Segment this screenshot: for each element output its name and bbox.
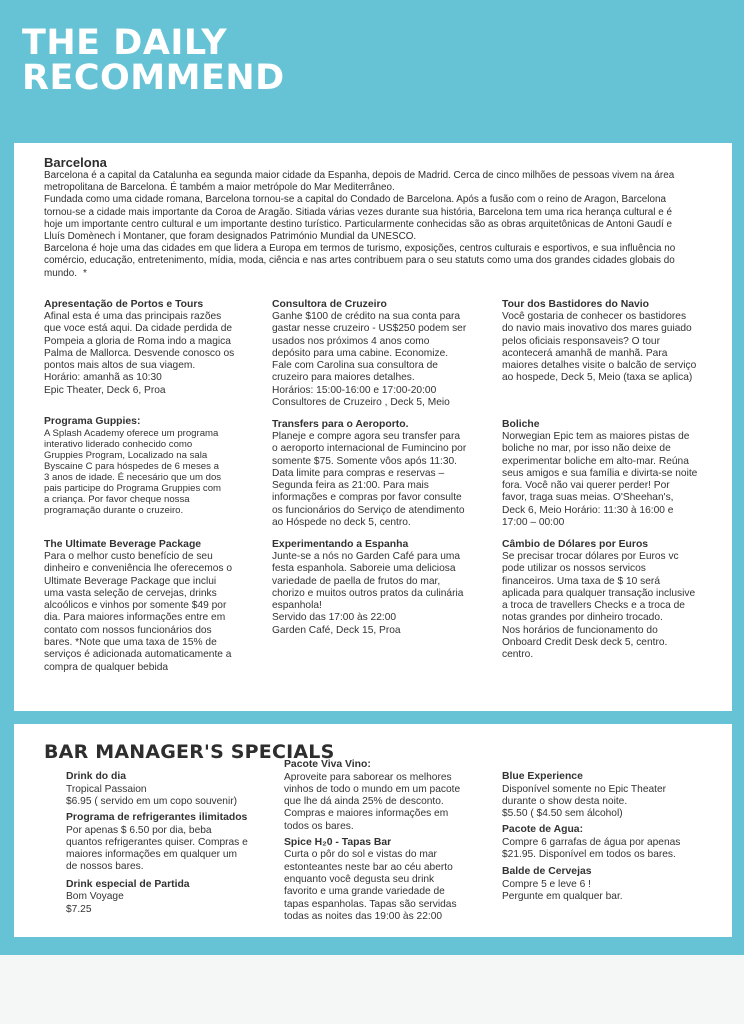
text-line: Pompeia a gloria de Roma indo a magica bbox=[44, 335, 231, 347]
bar-item-title: Programa de refrigerantes ilimitados bbox=[66, 812, 248, 824]
bar-item-title: Spice H₂0 - Tapas Bar bbox=[284, 836, 392, 848]
text-line: Planeje e compre agora seu transfer para bbox=[272, 431, 461, 442]
text-line: compra de qualquer bebida bbox=[44, 661, 169, 673]
text-line: que lhe dá ainda 25% de desconto. bbox=[284, 796, 444, 808]
bar-item-agua bbox=[502, 824, 716, 861]
bar-item-body bbox=[66, 784, 272, 809]
section-body bbox=[272, 311, 490, 409]
bar-item-blue-experience bbox=[502, 771, 716, 820]
text-line: Gruppies Program, Localizado na sala bbox=[44, 450, 208, 461]
text-line: Epic Theater, Deck 6, Proa bbox=[44, 384, 166, 396]
bar-item-title: Pacote Viva Vino: bbox=[284, 759, 371, 770]
text-line: dinheiro e conveniência lhe oferecemos o bbox=[44, 563, 233, 575]
section-title: Tour dos Bastidores do Navio bbox=[502, 299, 650, 310]
text-line: Garden Café, Deck 15, Proa bbox=[272, 624, 401, 636]
bar-item-title: Balde de Cervejas bbox=[502, 866, 592, 878]
text-line: durante o show desta noite. bbox=[502, 795, 628, 807]
text-line: acontecerá amanhã de manhã. Para bbox=[502, 347, 668, 359]
text-line: contato com nossos funcionários dos bbox=[44, 624, 212, 636]
text-line: Compre 5 e leve 6 ! bbox=[502, 878, 591, 890]
section-title: Consultora de Cruzeiro bbox=[272, 299, 387, 310]
text-line: tapas espanholas. Tapas são servidas bbox=[284, 898, 457, 910]
text-line: cruzeiro para maiores detalhes. bbox=[272, 372, 415, 384]
text-line: ao Hóspede no deck 5, centro. bbox=[272, 517, 411, 529]
text-line: quantos refrigerantes quiser. Compras e bbox=[66, 836, 248, 848]
text-line: boliche no mar, por isso não deixe de bbox=[502, 443, 671, 455]
text-line: Horários: 15:00-16:00 e 17:00-20:00 bbox=[272, 384, 437, 396]
text-line: Consultores de Cruzeiro , Deck 5, Meio bbox=[272, 397, 450, 409]
text-line: pelos oficiais responsaveis? O tour bbox=[502, 335, 660, 347]
text-line: Compras e maiores informações em bbox=[284, 808, 449, 820]
text-line: $6.95 ( servido em um copo souvenir) bbox=[66, 795, 238, 807]
text-line: Por apenas $ 6.50 por dia, beba bbox=[66, 824, 212, 836]
text-line: A Splash Academy oferece um programa bbox=[44, 428, 219, 439]
text-line: $7.25 bbox=[66, 903, 92, 915]
text-line: 3 anos de idade. É necesário que um dos bbox=[44, 472, 222, 483]
section-body bbox=[272, 431, 490, 529]
text-line: ao hospede, Deck 5, Meio (taxa se aplica) bbox=[502, 372, 693, 384]
text-line: informações e compras por favor consulte bbox=[272, 492, 462, 504]
text-line: Palma de Mallorca. Desvende conosco os bbox=[44, 347, 235, 359]
text-line: que voce está aqui. Da cidade perdida de bbox=[44, 323, 233, 335]
section-body bbox=[502, 311, 720, 385]
text-line: enquanto você degusta seu drink bbox=[284, 874, 435, 886]
section-beverage-package bbox=[44, 538, 262, 674]
text-line: Servido das 17:00 às 22:00 bbox=[272, 612, 397, 624]
bar-item-body bbox=[66, 825, 272, 874]
text-line: fora. Você não vai querer perder! Por bbox=[502, 480, 670, 492]
city-paragraph-3-text: Barcelona é hoje uma das cidades em que lidera a Europa em termos de turismo, exposições, centros culturais e esportivos, e sua influência no comércio, educação, entretenimento, mídia, moda, ciência e nas artes contribuem para o seu statuts como uma dos grandes cidades globais do mundo. bbox=[44, 243, 676, 279]
text-line: festa espanhola. Saboreie uma deliciosa bbox=[272, 563, 456, 575]
bar-item-body bbox=[66, 891, 272, 916]
text-line: uma vasta seleção de cervejas, drinks bbox=[44, 587, 217, 599]
section-title: Câmbio de Dólares por Euros bbox=[502, 539, 649, 550]
masthead-line-1: THE DAILY bbox=[22, 23, 228, 63]
text-line: aplicada para qualquer transação inclusive bbox=[502, 587, 696, 599]
bar-item-drink-do-dia bbox=[66, 771, 272, 808]
text-line: Compre 6 garrafas de água por apenas bbox=[502, 836, 681, 848]
text-line: Fale com Carolina sua consultora de bbox=[272, 360, 438, 372]
text-line: Norwegian Epic tem as maiores pistas de bbox=[502, 431, 690, 442]
text-line: o aeroporto internacional de Fumincino por bbox=[272, 443, 467, 455]
text-line: de nossos bares. bbox=[66, 861, 144, 873]
text-line: Curta o pôr do sol e vistas do mar bbox=[284, 849, 437, 861]
text-line: Se precisar trocar dólares por Euros vc bbox=[502, 551, 679, 562]
bar-column-2 bbox=[284, 759, 494, 923]
section-title: Experimentando a Espanha bbox=[272, 539, 409, 550]
text-line: alcoólicos e vinhos por somente $49 por bbox=[44, 600, 227, 612]
bar-column-1 bbox=[66, 771, 272, 916]
text-line: a criança. Por favor cheque nossa bbox=[44, 494, 190, 505]
bar-item-body bbox=[502, 837, 716, 862]
section-boliche bbox=[502, 418, 720, 529]
text-line: Nos horários de funcionamento do bbox=[502, 624, 658, 636]
text-line: experimentar boliche em alto-mar. Reúna bbox=[502, 455, 689, 467]
text-line: 17:00 – 00:00 bbox=[502, 517, 565, 529]
text-line: Ganhe $100 de crédito na sua conta para bbox=[272, 311, 461, 322]
section-body bbox=[272, 551, 490, 637]
text-line: centro. bbox=[502, 649, 534, 661]
city-title: Barcelona bbox=[44, 155, 107, 170]
section-transfers bbox=[272, 418, 490, 529]
bar-item-title: Drink especial de Partida bbox=[66, 878, 190, 890]
city-paragraph-2: Fundada como uma cidade romana, Barcelona tornou-se a capital do Condado de Barcelona. Após a fusão com o reino de Aragon, Barcelona tornou-se a cidade mais importante da Coroa de Aragão. Sitiada várias vezes durante sua história, Barcelona tem uma rica herança cultural e é hoje um importante centro cultural e um importante destino turístico. Particularmente conhecidas são as obras arquitetônicas de Antoni Gaudí e Lluís Domènech i Montaner, que foram designados Património Mundial da UNESCO. bbox=[44, 194, 672, 243]
section-body bbox=[44, 311, 262, 397]
text-line: dia. Para maiores informações entre em bbox=[44, 612, 226, 624]
bottom-margin bbox=[0, 955, 744, 1024]
section-title: Apresentação de Portos e Tours bbox=[44, 299, 204, 310]
bar-item-viva-vino bbox=[284, 759, 494, 833]
text-line: Byscaine C para hóspedes de 6 meses a bbox=[44, 461, 219, 472]
bar-item-spice bbox=[284, 837, 494, 923]
text-line: Data limite para compras e reservas – bbox=[272, 467, 445, 479]
city-intro bbox=[44, 155, 692, 280]
text-line: Bom Voyage bbox=[66, 891, 124, 903]
bar-item-body bbox=[502, 879, 716, 904]
text-line: Pergunte em qualquer bar. bbox=[502, 891, 623, 903]
text-line: Horário: amanhã as 10:30 bbox=[44, 372, 162, 384]
city-paragraph-1: Barcelona é a capital da Catalunha ea segunda maior cidade da Espanha, depois de Madrid. Cerca de cinco milhões de pessoas vivem na área metropolitana de Barcelona. É também a maior metrópole do Mar Mediterrâneo. bbox=[44, 170, 675, 194]
section-bastidores bbox=[502, 298, 720, 385]
text-line: Ultimate Beverage Package que inclui bbox=[44, 575, 217, 587]
text-line: Aproveite para saborear os melhores bbox=[284, 771, 452, 783]
text-line: favorito e uma grande variedade de bbox=[284, 886, 445, 898]
text-line: pais participe do Programa Gruppies com bbox=[44, 483, 222, 494]
text-line: favor, traga suas meias. O'Sheehan's, bbox=[502, 492, 674, 504]
text-line: pode utilizar os nossos servicos bbox=[502, 563, 646, 575]
text-line: usados nos próximos 4 anos como bbox=[272, 335, 430, 347]
section-portos bbox=[44, 298, 262, 397]
masthead-title bbox=[22, 23, 285, 98]
bar-item-body bbox=[284, 772, 494, 833]
text-line: $5.50 ( $4.50 sem álcohol) bbox=[502, 808, 623, 820]
section-title: Transfers para o Aeroporto. bbox=[272, 419, 409, 430]
text-line: serviços é adicionada automaticamente a bbox=[44, 649, 232, 661]
section-body bbox=[44, 551, 262, 674]
text-line: pontos mais altos de sua viagem. bbox=[44, 360, 196, 372]
text-line: a troca de travellers Checks e a troca de bbox=[502, 600, 685, 612]
section-espanha bbox=[272, 538, 490, 637]
text-line: Onboard Credit Desk deck 5, centro. bbox=[502, 637, 668, 649]
text-line: maiores detalhes visite o balcão de serviço bbox=[502, 360, 697, 372]
bar-item-partida bbox=[66, 879, 272, 916]
section-body bbox=[502, 551, 720, 662]
text-line: do navio mais inovativo dos mares guiado bbox=[502, 323, 692, 335]
text-line: $21.95. Disponível em todos os bares. bbox=[502, 849, 676, 861]
section-guppies bbox=[44, 415, 262, 516]
asterisk-mark: * bbox=[82, 267, 87, 279]
text-line: vinhos de todo o mundo em um pacote bbox=[284, 783, 461, 795]
text-line: Para o melhor custo benefício de seu bbox=[44, 551, 213, 562]
bar-column-3 bbox=[502, 771, 716, 904]
bar-item-body bbox=[284, 849, 494, 923]
text-line: Afinal esta é uma das principais razões bbox=[44, 311, 222, 322]
text-line: estonteantes neste bar ao céu aberto bbox=[284, 861, 453, 873]
text-line: programação durante o cruzeiro. bbox=[44, 505, 184, 516]
text-line: Você gostaria de conhecer os bastidores bbox=[502, 311, 687, 322]
text-line: os funcionários do Serviço de atendimento bbox=[272, 504, 465, 516]
text-line: variedade de paella de frutos do mar, bbox=[272, 575, 441, 587]
section-body bbox=[502, 431, 720, 529]
masthead-line-2: RECOMMEND bbox=[22, 58, 285, 98]
bar-item-refrigerantes bbox=[66, 812, 272, 874]
section-title: The Ultimate Beverage Package bbox=[44, 539, 202, 550]
bar-item-title: Drink do dia bbox=[66, 771, 127, 782]
bar-item-body bbox=[502, 784, 716, 821]
text-line: Segunda feira as 21:00. Para mais bbox=[272, 480, 429, 492]
text-line: interativo liderado conhecido como bbox=[44, 439, 193, 450]
bar-item-title: Blue Experience bbox=[502, 771, 583, 782]
section-body bbox=[44, 428, 262, 516]
text-line: todos os bares. bbox=[284, 820, 354, 832]
text-line: somente $75. Somente vôos após 11:30. bbox=[272, 455, 458, 467]
text-line: Deck 6, Meio Horário: 11:30 à 16:00 e bbox=[502, 504, 674, 516]
text-line: seus amigos e sua família e divirta-se noite bbox=[502, 467, 698, 479]
text-line: Tropical Passaion bbox=[66, 783, 147, 795]
section-consultora bbox=[272, 298, 490, 409]
city-paragraph-3 bbox=[44, 243, 692, 280]
text-line: todas as noites das 19:00 às 22:00 bbox=[284, 910, 443, 922]
text-line: maiores informações em qualquer um bbox=[66, 849, 237, 861]
text-line: Junte-se a nós no Garden Café para uma bbox=[272, 551, 461, 562]
section-title: Programa Guppies: bbox=[44, 416, 141, 427]
section-title: Boliche bbox=[502, 419, 540, 430]
text-line: bares. *Note que uma taxa de 15% de bbox=[44, 637, 217, 649]
text-line: financeiros. Uma taxa de $ 10 será bbox=[502, 575, 660, 587]
text-line: notas grandes por dinheiro trocado. bbox=[502, 612, 663, 624]
text-line: chorizo e muitos outros pratos da culinária bbox=[272, 587, 464, 599]
bar-specials-heading: BAR MANAGER'S SPECIALS bbox=[44, 741, 335, 763]
text-line: depósito para uma cabine. Economize. bbox=[272, 347, 449, 359]
section-cambio bbox=[502, 538, 720, 662]
text-line: Disponível somente no Epic Theater bbox=[502, 783, 667, 795]
bar-item-title: Pacote de Agua: bbox=[502, 824, 584, 836]
bar-item-balde bbox=[502, 866, 716, 903]
text-line: espanhola! bbox=[272, 600, 322, 612]
text-line: gastar nesse cruzeiro - US$250 podem ser bbox=[272, 323, 467, 335]
